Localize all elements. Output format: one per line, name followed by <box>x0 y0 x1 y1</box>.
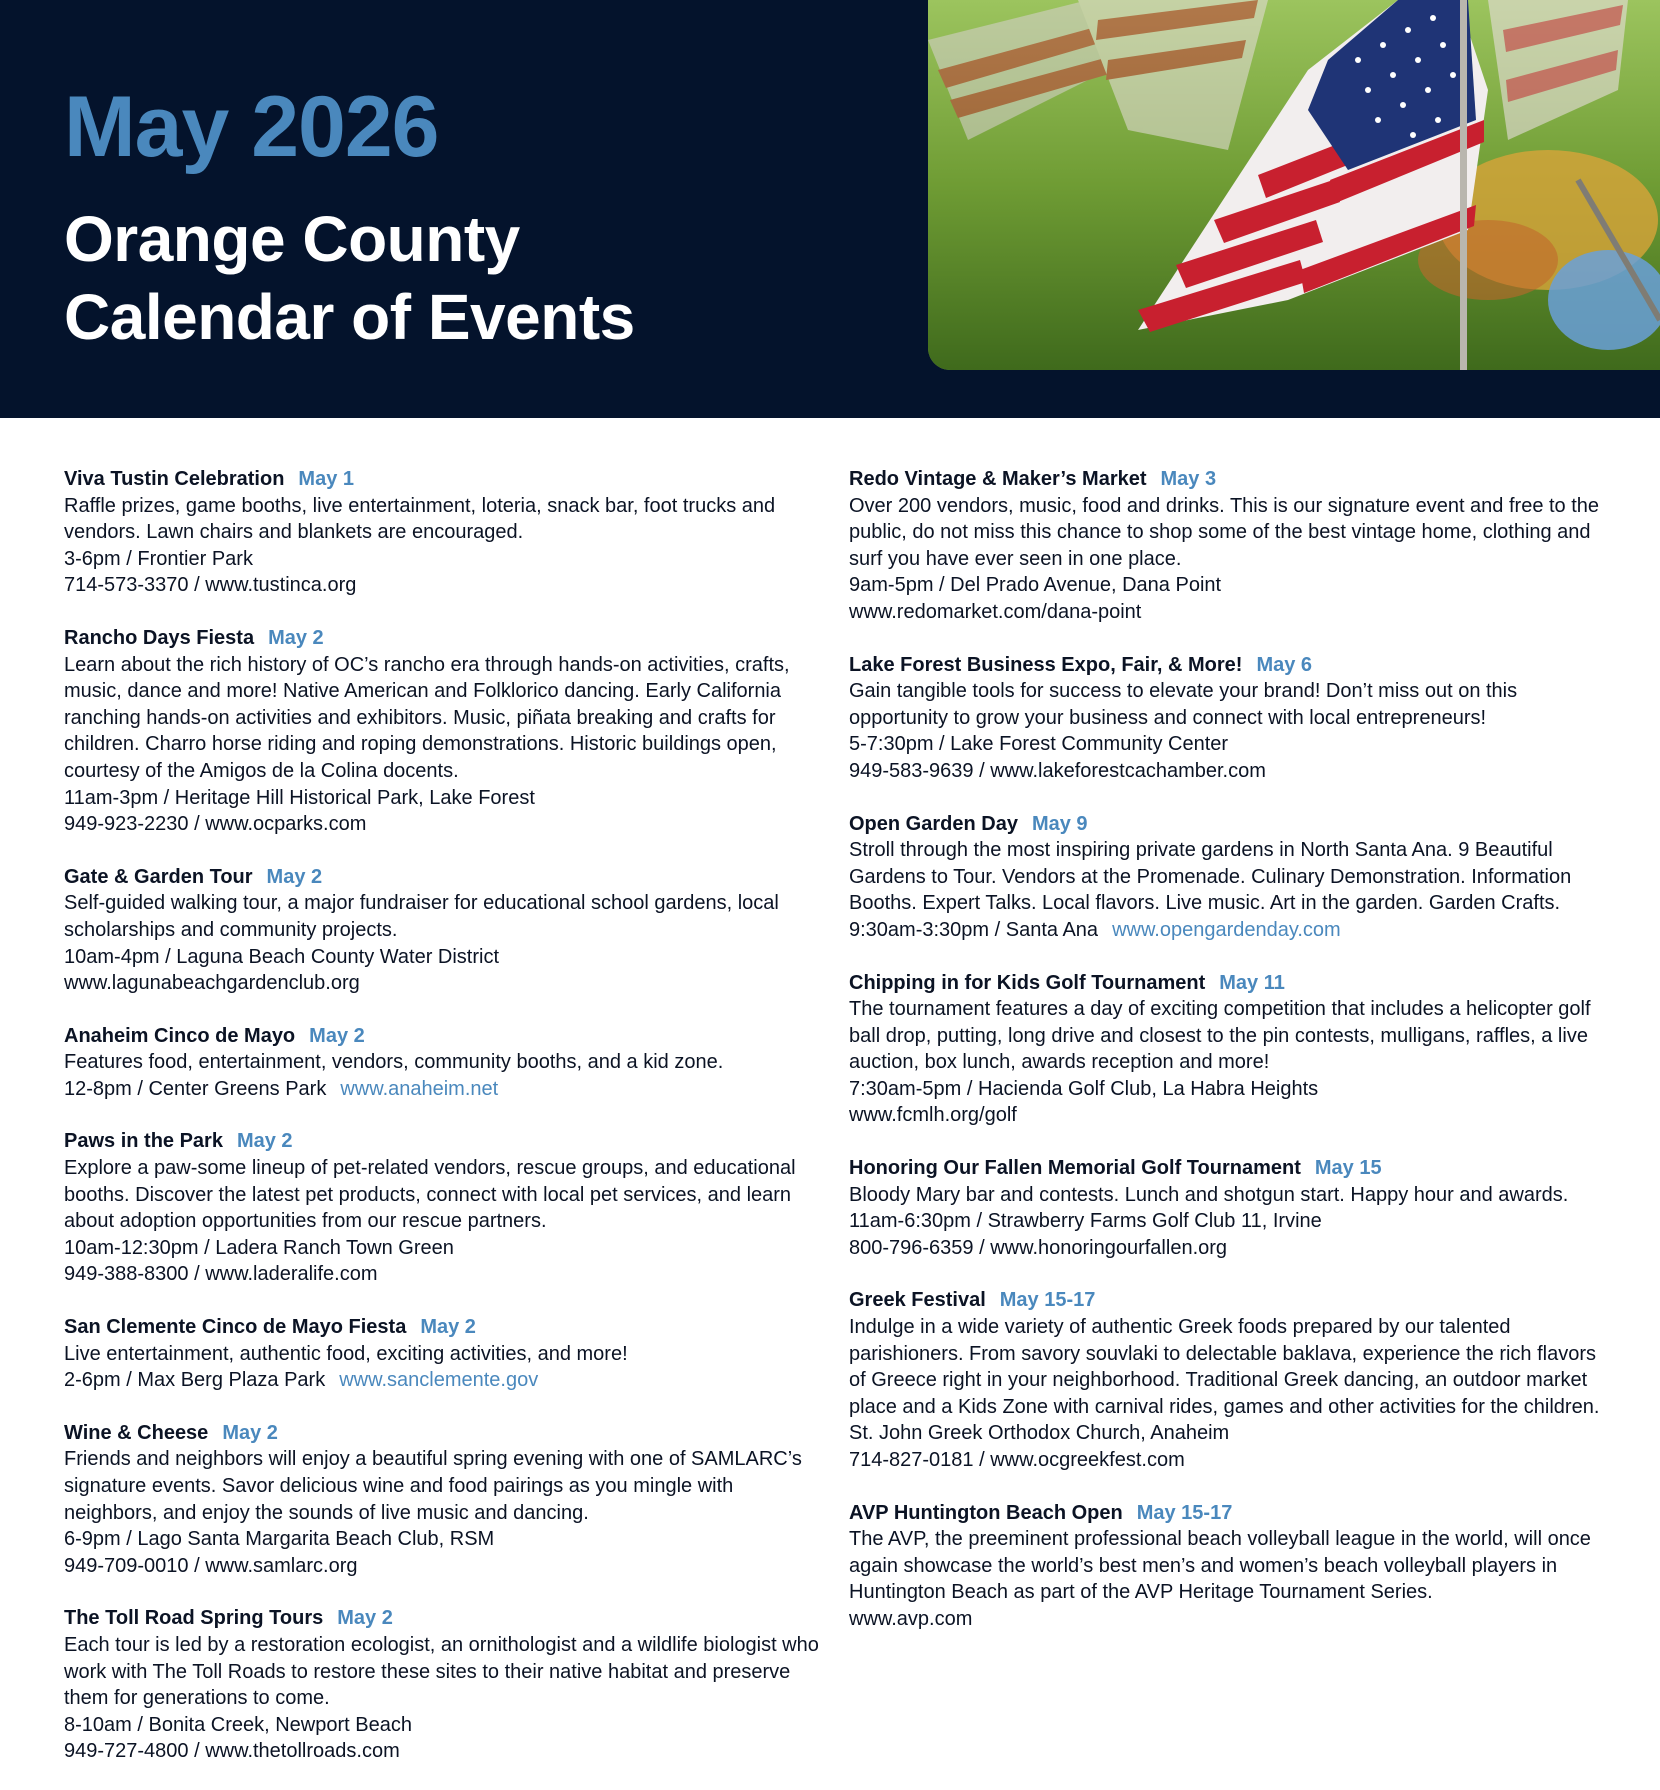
flag-illustration <box>928 0 1660 370</box>
event-time-location: 5-7:30pm / Lake Forest Community Center <box>849 733 1229 756</box>
title-line-2: Calendar of Events <box>64 281 635 353</box>
event-date: May 2 <box>268 626 324 649</box>
event-date: May 15-17 <box>1136 1501 1233 1524</box>
event-item <box>849 466 1609 626</box>
event-item <box>849 1287 1609 1473</box>
event-date: May 15 <box>1314 1157 1382 1180</box>
title-line-1: Orange County <box>64 203 520 275</box>
event-date: May 2 <box>222 1421 278 1444</box>
event-contact-link[interactable]: 949-709-0010 / www.samlarc.org <box>64 1554 358 1577</box>
event-contact-link[interactable]: 800-796-6359 / www.honoringourfallen.org <box>849 1236 1228 1259</box>
event-description: Learn about the rich history of OC’s rancho era through hands-on activities, crafts, music, dance and more! Native American and Folklorico dancing. Early California ranching hands-on activities and exhibitors. Music, piñata breaking and crafts for children. Charro horse riding and roping demonstrations. Historic buildings open, courtesy of the Amigos de la Colina docents. <box>64 653 790 782</box>
event-contact-link[interactable]: 949-727-4800 / www.thetollroads.com <box>64 1740 400 1763</box>
event-item <box>64 1605 824 1765</box>
event-time-location: St. John Greek Orthodox Church, Anaheim <box>849 1422 1230 1445</box>
event-title: Paws in the Park <box>64 1130 223 1153</box>
event-contact-link[interactable]: www.avp.com <box>849 1607 973 1630</box>
event-title: San Clemente Cinco de Mayo Fiesta <box>64 1316 407 1339</box>
event-date: May 2 <box>236 1130 293 1153</box>
event-website-link[interactable]: www.opengardenday.com <box>1112 918 1341 941</box>
event-item <box>64 1420 824 1580</box>
event-time-location: 11am-3pm / Heritage Hill Historical Park, Lake Forest <box>64 786 535 809</box>
event-description: Stroll through the most inspiring private gardens in North Santa Ana. 9 Beautiful Gardens to Tour. Vendors at the Promenade. Culinary Demonstration. Information Booths. Expert Talks. Local flavors. Live music. Art in the garden. Garden Crafts. <box>849 839 1572 915</box>
event-description: Friends and neighbors will enjoy a beautiful spring evening with one of SAMLARC’s signature events. Savor delicious wine and food pairings as you mingle with neighbors, and enjoy the sounds of live music and dancing. <box>64 1448 802 1524</box>
event-item <box>849 1500 1609 1633</box>
event-description: Self-guided walking tour, a major fundraiser for educational school gardens, local scholarships and community projects. <box>64 892 779 941</box>
event-date: May 11 <box>1219 971 1285 994</box>
event-title: Greek Festival <box>849 1289 986 1312</box>
event-item <box>64 1314 824 1394</box>
event-website-link[interactable]: www.sanclemente.gov <box>339 1369 539 1392</box>
event-description: Each tour is led by a restoration ecologist, an ornithologist and a wildlife biologist who work with The Toll Roads to restore these sites to their native habitat and preserve them for generations to come. <box>64 1633 819 1710</box>
event-contact-link[interactable]: www.redomarket.com/dana-point <box>849 600 1142 623</box>
event-contact-link[interactable]: www.fcmlh.org/golf <box>849 1104 1017 1127</box>
event-date: May 2 <box>337 1607 393 1630</box>
event-date: May 2 <box>266 865 323 888</box>
event-description: Indulge in a wide variety of authentic Greek foods prepared by our talented parishioners. From savory souvlaki to delectable baklava, experience the rich flavors of Greece right in your neighborhood. Traditional Greek dancing, an outdoor market place and a Kids Zone with carnival rides, games and other activities for the children. <box>849 1316 1600 1418</box>
event-item <box>64 466 824 599</box>
event-item <box>849 970 1609 1130</box>
event-description: Live entertainment, authentic food, exciting activities, and more! <box>64 1342 628 1365</box>
event-time-location: 10am-12:30pm / Ladera Ranch Town Green <box>64 1236 454 1259</box>
event-description: Explore a paw-some lineup of pet-related vendors, rescue groups, and educational booths. Discover the latest pet products, connect with local pet services, and learn about adoption opportunities from our rescue partners. <box>64 1157 796 1233</box>
event-item <box>849 652 1609 785</box>
event-description: Features food, entertainment, vendors, community booths, and a kid zone. <box>64 1051 724 1074</box>
event-date: May 6 <box>1256 653 1313 676</box>
page-title <box>64 200 824 356</box>
event-time-location: 3-6pm / Frontier Park <box>64 547 253 570</box>
event-time-location: 9am-5pm / Del Prado Avenue, Dana Point <box>849 574 1222 597</box>
event-contact-link[interactable]: 949-388-8300 / www.laderalife.com <box>64 1263 378 1286</box>
left-column <box>64 466 824 1790</box>
event-title: The Toll Road Spring Tours <box>64 1607 324 1630</box>
event-title: Honoring Our Fallen Memorial Golf Tournament <box>849 1157 1301 1180</box>
event-description: The tournament features a day of exciting competition that includes a helicopter golf ball drop, putting, long drive and closest to the pin contests, mulligans, raffles, a live auction, box lunch, awards reception and more! <box>849 998 1591 1074</box>
event-time-location: 6-9pm / Lago Santa Margarita Beach Club, RSM <box>64 1528 495 1551</box>
event-title: Anaheim Cinco de Mayo <box>64 1024 296 1047</box>
event-title: Wine & Cheese <box>64 1421 209 1444</box>
event-item <box>64 864 824 997</box>
event-title: Lake Forest Business Expo, Fair, & More! <box>849 653 1243 676</box>
event-description: Over 200 vendors, music, food and drinks. This is our signature event and free to the public, do not miss this chance to shop some of the best vintage home, clothing and surf you have ever seen in one place. <box>849 494 1600 570</box>
event-title: Gate & Garden Tour <box>64 865 253 888</box>
event-title: Viva Tustin Celebration <box>64 468 285 490</box>
event-time-location: 9:30am-3:30pm / Santa Ana <box>849 918 1099 941</box>
event-contact-link[interactable]: 949-923-2230 / www.ocparks.com <box>64 813 367 836</box>
event-title: Rancho Days Fiesta <box>64 626 255 649</box>
event-title: Chipping in for Kids Golf Tournament <box>849 971 1206 994</box>
event-contact-link[interactable]: 714-573-3370 / www.tustinca.org <box>64 574 357 597</box>
event-date: May 15-17 <box>999 1289 1096 1312</box>
event-date: May 9 <box>1031 812 1088 835</box>
event-description: The AVP, the preeminent professional beach volleyball league in the world, will once again showcase the world’s best men’s and women’s beach volleyball players in Huntington Beach as part of the AVP Heritage Tournament Series. <box>849 1528 1591 1604</box>
right-column <box>849 466 1609 1659</box>
event-title: Open Garden Day <box>849 812 1018 835</box>
event-time-location: 10am-4pm / Laguna Beach County Water District <box>64 945 500 968</box>
event-title: Redo Vintage & Maker’s Market <box>849 468 1147 490</box>
event-date: May 3 <box>1160 468 1217 490</box>
event-time-location: 11am-6:30pm / Strawberry Farms Golf Club 11, Irvine <box>849 1210 1322 1233</box>
event-date: May 1 <box>298 468 355 490</box>
event-item <box>64 1128 824 1288</box>
event-date: May 2 <box>309 1024 365 1047</box>
event-description: Gain tangible tools for success to elevate your brand! Don’t miss out on this opportunity to grow your business and connect with local entrepreneurs! <box>849 680 1518 729</box>
event-item <box>64 625 824 838</box>
event-website-link[interactable]: www.anaheim.net <box>340 1077 499 1100</box>
header-banner <box>0 0 1660 418</box>
event-title: AVP Huntington Beach Open <box>849 1501 1123 1524</box>
event-contact-link[interactable]: www.lagunabeachgardenclub.org <box>64 972 360 995</box>
event-date: May 2 <box>420 1316 476 1339</box>
event-item <box>64 1023 824 1103</box>
event-item <box>849 1155 1609 1261</box>
event-time-location: 8-10am / Bonita Creek, Newport Beach <box>64 1713 412 1736</box>
event-contact-link[interactable]: 949-583-9639 / www.lakeforestcachamber.com <box>849 759 1266 782</box>
event-item <box>849 811 1609 944</box>
event-time-location: 12-8pm / Center Greens Park <box>64 1077 327 1100</box>
event-description: Bloody Mary bar and contests. Lunch and shotgun start. Happy hour and awards. <box>849 1183 1569 1206</box>
event-description: Raffle prizes, game booths, live entertainment, loteria, snack bar, foot trucks and vendors. Lawn chairs and blankets are encouraged. <box>64 494 776 544</box>
event-time-location: 7:30am-5pm / Hacienda Golf Club, La Habra Heights <box>849 1077 1319 1100</box>
month-heading: May 2026 <box>64 79 439 175</box>
event-time-location: 2-6pm / Max Berg Plaza Park <box>64 1369 326 1392</box>
american-flag-photo <box>928 0 1660 370</box>
event-contact-link[interactable]: 714-827-0181 / www.ocgreekfest.com <box>849 1449 1185 1471</box>
